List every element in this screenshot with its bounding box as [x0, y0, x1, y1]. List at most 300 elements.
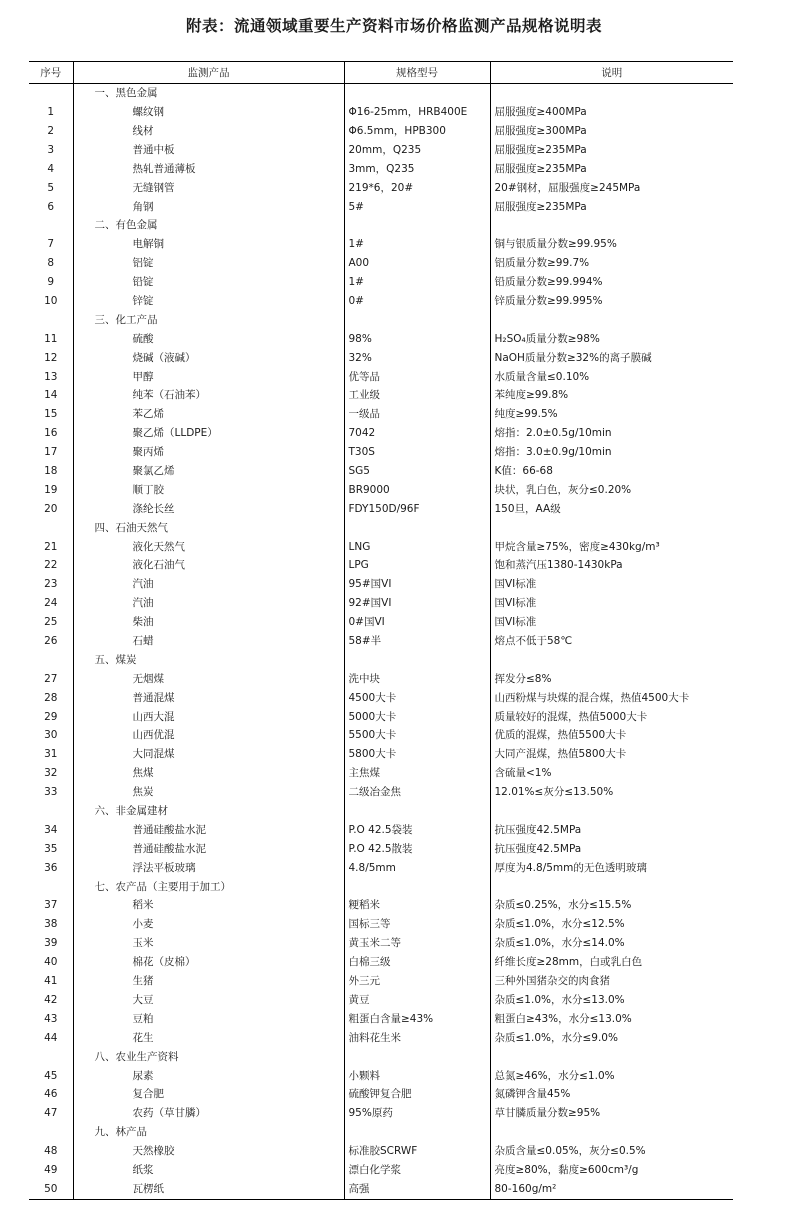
- description: 铅质量分数≥99.994%: [494, 276, 603, 289]
- spec-model: P.O 42.5散装: [344, 840, 490, 859]
- category-row: [29, 802, 733, 821]
- product-name: 大同混煤: [73, 745, 344, 764]
- spec-model: 粗蛋白含量≥43%: [344, 1010, 490, 1029]
- spec-model: Φ6.5mm，HPB300: [344, 122, 490, 141]
- spec-model: FDY150D/96F: [344, 500, 490, 519]
- table-row: [29, 367, 733, 386]
- page-title: 附表：流通领域重要生产资料市场价格监测产品规格说明表: [185, 16, 602, 35]
- description: 铜与银质量分数≥99.95%: [494, 238, 617, 251]
- spec-model: 外三元: [344, 972, 490, 991]
- table-row: [29, 481, 733, 500]
- row-index: 1: [29, 103, 73, 122]
- row-index: 20: [29, 500, 73, 519]
- category-row: [29, 877, 733, 896]
- table-row: [29, 537, 733, 556]
- category-index-cell: [29, 216, 73, 235]
- product-name: 无缝钢管: [73, 178, 344, 197]
- table-row: [29, 613, 733, 632]
- spec-model: 二级冶金焦: [344, 783, 490, 802]
- spec-model: LNG: [344, 537, 490, 556]
- table-header-row: [29, 62, 733, 84]
- table-row: [29, 1010, 733, 1029]
- description: 水质量含量≤0.10%: [494, 370, 590, 383]
- description: 纯度≥99.5%: [494, 408, 558, 421]
- spec-model: 5800大卡: [344, 745, 490, 764]
- row-index: 12: [29, 348, 73, 367]
- table-row: [29, 934, 733, 953]
- product-name: 聚氯乙烯: [73, 462, 344, 481]
- description: 屈服强度≥235MPa: [494, 162, 587, 175]
- description: 块状，乳白色，灰分≤0.20%: [494, 483, 632, 496]
- description: 粗蛋白≥43%，水分≤13.0%: [494, 1012, 632, 1025]
- product-name: 小麦: [73, 915, 344, 934]
- row-index: 32: [29, 764, 73, 783]
- header-spec: 规格型号: [344, 62, 490, 84]
- row-index: 10: [29, 292, 73, 311]
- row-index: 9: [29, 273, 73, 292]
- spec-model: 国标三等: [344, 915, 490, 934]
- product-name: 豆粕: [73, 1010, 344, 1029]
- description: 12.01%≤灰分≤13.50%: [494, 786, 614, 799]
- product-name: 螺纹钢: [73, 103, 344, 122]
- description: 杂质≤0.25%，水分≤15.5%: [494, 899, 632, 912]
- category-label: 六、非金属建材: [73, 802, 344, 821]
- description: 草甘膦质量分数≥95%: [494, 1107, 601, 1120]
- product-name: 棉花（皮棉）: [73, 953, 344, 972]
- description: 质量较好的混煤，热值5000大卡: [494, 710, 648, 723]
- spec-model: 0#国VI: [344, 613, 490, 632]
- spec-model: 黄玉米二等: [344, 934, 490, 953]
- description: 国VI标准: [494, 597, 537, 610]
- spec-model: 7042: [344, 424, 490, 443]
- spec-model: A00: [344, 254, 490, 273]
- category-spec-cell: [344, 84, 490, 103]
- row-index: 7: [29, 235, 73, 254]
- product-name: 电解铜: [73, 235, 344, 254]
- product-name: 稻米: [73, 896, 344, 915]
- row-index: 41: [29, 972, 73, 991]
- product-name: 农药（草甘膦）: [73, 1104, 344, 1123]
- spec-model: 主焦煤: [344, 764, 490, 783]
- category-index-cell: [29, 877, 73, 896]
- product-name: 液化石油气: [73, 556, 344, 575]
- description: 三种外国猪杂交的肉食猪: [494, 975, 610, 988]
- row-index: 3: [29, 141, 73, 160]
- spec-model: 高强: [344, 1180, 490, 1199]
- product-name: 浮法平板玻璃: [73, 859, 344, 878]
- row-index: 31: [29, 745, 73, 764]
- category-label: 七、农产品（主要用于加工）: [73, 877, 344, 896]
- table-row: [29, 103, 733, 122]
- product-name: 锌锭: [73, 292, 344, 311]
- table-row: [29, 594, 733, 613]
- product-name: 普通硅酸盐水泥: [73, 840, 344, 859]
- description: 屈服强度≥400MPa: [494, 106, 587, 119]
- product-name: 汽油: [73, 594, 344, 613]
- row-index: 37: [29, 896, 73, 915]
- table-row: [29, 972, 733, 991]
- row-index: 50: [29, 1180, 73, 1199]
- row-index: 44: [29, 1029, 73, 1048]
- product-name: 聚丙烯: [73, 443, 344, 462]
- category-row: [29, 216, 733, 235]
- table-row: [29, 122, 733, 141]
- category-desc-cell: [490, 216, 733, 235]
- product-name: 涤纶长丝: [73, 500, 344, 519]
- description: 熔指：2.0±0.5g/10min: [494, 427, 612, 440]
- description: 饱和蒸汽压1380-1430kPa: [494, 559, 623, 572]
- spec-model: 95#国VI: [344, 575, 490, 594]
- spec-model: 32%: [344, 348, 490, 367]
- spec-model: 1#: [344, 273, 490, 292]
- row-index: 16: [29, 424, 73, 443]
- product-name: 复合肥: [73, 1085, 344, 1104]
- spec-model: 5#: [344, 197, 490, 216]
- table-row: [29, 1142, 733, 1161]
- row-index: 48: [29, 1142, 73, 1161]
- row-index: 5: [29, 178, 73, 197]
- product-name: 焦炭: [73, 783, 344, 802]
- row-index: 40: [29, 953, 73, 972]
- description: 150旦，AA级: [494, 502, 561, 515]
- product-name: 甲醇: [73, 367, 344, 386]
- description: 挥发分≤8%: [494, 672, 552, 685]
- category-index-cell: [29, 802, 73, 821]
- row-index: 30: [29, 726, 73, 745]
- category-spec-cell: [344, 311, 490, 330]
- row-index: 13: [29, 367, 73, 386]
- product-name: 大豆: [73, 991, 344, 1010]
- product-name: 生猪: [73, 972, 344, 991]
- description: 抗压强度42.5MPa: [494, 823, 582, 836]
- row-index: 4: [29, 160, 73, 179]
- description: 屈服强度≥235MPa: [494, 200, 587, 213]
- row-index: 23: [29, 575, 73, 594]
- description: K值：66-68: [494, 465, 553, 477]
- spec-model: 219*6，20#: [344, 178, 490, 197]
- spec-model: 优等品: [344, 367, 490, 386]
- table-row: [29, 726, 733, 745]
- category-label: 二、有色金属: [73, 216, 344, 235]
- row-index: 27: [29, 670, 73, 689]
- spec-table: [29, 61, 733, 1200]
- table-row: [29, 1180, 733, 1199]
- category-row: [29, 651, 733, 670]
- product-name: 硫酸: [73, 330, 344, 349]
- description: 杂质含量≤0.05%，灰分≤0.5%: [494, 1145, 646, 1158]
- description: 抗压强度42.5MPa: [494, 842, 582, 855]
- table-row: [29, 745, 733, 764]
- row-index: 34: [29, 821, 73, 840]
- product-name: 顺丁胶: [73, 481, 344, 500]
- category-label: 三、化工产品: [73, 311, 344, 330]
- spec-model: LPG: [344, 556, 490, 575]
- table-row: [29, 160, 733, 179]
- table-row: [29, 424, 733, 443]
- category-index-cell: [29, 1123, 73, 1142]
- category-spec-cell: [344, 518, 490, 537]
- row-index: 47: [29, 1104, 73, 1123]
- product-name: 铅锭: [73, 273, 344, 292]
- table-row: [29, 462, 733, 481]
- category-spec-cell: [344, 1123, 490, 1142]
- product-name: 烧碱（液碱）: [73, 348, 344, 367]
- row-index: 26: [29, 632, 73, 651]
- spec-model: 92#国VI: [344, 594, 490, 613]
- table-row: [29, 141, 733, 160]
- table-row: [29, 405, 733, 424]
- product-name: 山西大混: [73, 707, 344, 726]
- spec-model: 95%原药: [344, 1104, 490, 1123]
- category-spec-cell: [344, 802, 490, 821]
- table-row: [29, 292, 733, 311]
- spec-model: 硫酸钾复合肥: [344, 1085, 490, 1104]
- product-name: 瓦楞纸: [73, 1180, 344, 1199]
- table-row: [29, 330, 733, 349]
- row-index: 46: [29, 1085, 73, 1104]
- row-index: 6: [29, 197, 73, 216]
- row-index: 39: [29, 934, 73, 953]
- spec-model: 油料花生米: [344, 1029, 490, 1048]
- spec-model: 3mm，Q235: [344, 160, 490, 179]
- description: 山西粉煤与块煤的混合煤，热值4500大卡: [494, 691, 690, 704]
- table-row: [29, 764, 733, 783]
- category-index-cell: [29, 518, 73, 537]
- spec-model: 4.8/5mm: [344, 859, 490, 878]
- description: 熔点不低于58℃: [494, 635, 573, 648]
- product-name: 纸浆: [73, 1161, 344, 1180]
- category-desc-cell: [490, 802, 733, 821]
- table-row: [29, 689, 733, 708]
- row-index: 21: [29, 537, 73, 556]
- category-label: 一、黑色金属: [73, 84, 344, 103]
- product-name: 天然橡胶: [73, 1142, 344, 1161]
- description: 含硫量<1%: [494, 767, 552, 780]
- table-row: [29, 254, 733, 273]
- product-name: 纯苯（石油苯）: [73, 386, 344, 405]
- description: 国VI标准: [494, 578, 537, 591]
- header-product: 监测产品: [73, 62, 344, 84]
- row-index: 11: [29, 330, 73, 349]
- description: 20#钢材，屈服强度≥245MPa: [494, 181, 641, 194]
- description: 纤维长度≥28mm，白或乳白色: [494, 956, 643, 969]
- product-name: 尿素: [73, 1066, 344, 1085]
- category-label: 四、石油天然气: [73, 518, 344, 537]
- spec-model: 洗中块: [344, 670, 490, 689]
- category-label: 九、林产品: [73, 1123, 344, 1142]
- description: 熔指：3.0±0.9g/10min: [494, 446, 612, 459]
- table-row: [29, 896, 733, 915]
- row-index: 14: [29, 386, 73, 405]
- spec-model: T30S: [344, 443, 490, 462]
- description: 80-160g/m²: [494, 1182, 557, 1195]
- table-row: [29, 670, 733, 689]
- spec-model: 漂白化学浆: [344, 1161, 490, 1180]
- description: 锌质量分数≥99.995%: [494, 294, 603, 307]
- product-name: 无烟煤: [73, 670, 344, 689]
- description: 屈服强度≥235MPa: [494, 143, 587, 156]
- spec-model: 工业级: [344, 386, 490, 405]
- product-name: 普通中板: [73, 141, 344, 160]
- category-desc-cell: [490, 84, 733, 103]
- spec-model: BR9000: [344, 481, 490, 500]
- description: 铝质量分数≥99.7%: [494, 257, 590, 270]
- description: 国VI标准: [494, 616, 537, 629]
- description: 杂质≤1.0%，水分≤12.5%: [494, 918, 625, 931]
- category-desc-cell: [490, 877, 733, 896]
- spec-model: 小颗料: [344, 1066, 490, 1085]
- row-index: 28: [29, 689, 73, 708]
- category-spec-cell: [344, 877, 490, 896]
- description: 厚度为4.8/5mm的无色透明玻璃: [494, 861, 647, 874]
- product-name: 焦煤: [73, 764, 344, 783]
- row-index: 33: [29, 783, 73, 802]
- category-index-cell: [29, 651, 73, 670]
- table-row: [29, 1085, 733, 1104]
- description: 氮磷钾含量45%: [494, 1088, 571, 1101]
- header-description: 说明: [601, 67, 623, 79]
- category-spec-cell: [344, 651, 490, 670]
- category-desc-cell: [490, 651, 733, 670]
- table-row: [29, 632, 733, 651]
- table-row: [29, 991, 733, 1010]
- table-row: [29, 1161, 733, 1180]
- category-row: [29, 84, 733, 103]
- category-desc-cell: [490, 1123, 733, 1142]
- spec-model: 标准胶SCRWF: [344, 1142, 490, 1161]
- product-name: 热轧普通薄板: [73, 160, 344, 179]
- product-name: 普通硅酸盐水泥: [73, 821, 344, 840]
- description: 杂质≤1.0%，水分≤9.0%: [494, 1031, 618, 1044]
- spec-model: Φ16-25mm，HRB400E: [344, 103, 490, 122]
- description: 大同产混煤，热值5800大卡: [494, 748, 627, 761]
- category-desc-cell: [490, 1047, 733, 1066]
- description: 总氮≥46%，水分≤1.0%: [494, 1069, 615, 1082]
- spec-model: 98%: [344, 330, 490, 349]
- row-index: 29: [29, 707, 73, 726]
- row-index: 18: [29, 462, 73, 481]
- product-name: 角钢: [73, 197, 344, 216]
- table-row: [29, 197, 733, 216]
- category-index-cell: [29, 311, 73, 330]
- spec-model: 5000大卡: [344, 707, 490, 726]
- table-row: [29, 386, 733, 405]
- row-index: 25: [29, 613, 73, 632]
- description: 亮度≥80%，黏度≥600cm³/g: [494, 1163, 639, 1176]
- row-index: 19: [29, 481, 73, 500]
- spec-model: 5500大卡: [344, 726, 490, 745]
- table-row: [29, 859, 733, 878]
- product-name: 线材: [73, 122, 344, 141]
- row-index: 36: [29, 859, 73, 878]
- header-index: 序号: [29, 62, 73, 84]
- row-index: 49: [29, 1161, 73, 1180]
- category-desc-cell: [490, 518, 733, 537]
- category-row: [29, 311, 733, 330]
- row-index: 22: [29, 556, 73, 575]
- spec-model: 黄豆: [344, 991, 490, 1010]
- spec-model: 58#半: [344, 632, 490, 651]
- category-spec-cell: [344, 1047, 490, 1066]
- row-index: 8: [29, 254, 73, 273]
- description: 优质的混煤，热值5500大卡: [494, 729, 627, 742]
- description: 杂质≤1.0%，水分≤14.0%: [494, 937, 625, 950]
- product-name: 普通混煤: [73, 689, 344, 708]
- description: 杂质≤1.0%，水分≤13.0%: [494, 993, 625, 1006]
- table-row: [29, 348, 733, 367]
- table-row: [29, 821, 733, 840]
- product-name: 玉米: [73, 934, 344, 953]
- spec-model: SG5: [344, 462, 490, 481]
- category-index-cell: [29, 1047, 73, 1066]
- category-row: [29, 518, 733, 537]
- table-row: [29, 273, 733, 292]
- category-row: [29, 1047, 733, 1066]
- row-index: 38: [29, 915, 73, 934]
- row-index: 35: [29, 840, 73, 859]
- product-name: 聚乙烯（LLDPE）: [73, 424, 344, 443]
- category-label: 五、煤炭: [73, 651, 344, 670]
- spec-model: 白棉三级: [344, 953, 490, 972]
- row-index: 42: [29, 991, 73, 1010]
- table-body: [29, 84, 733, 1200]
- spec-model: 一级品: [344, 405, 490, 424]
- table-row: [29, 707, 733, 726]
- product-name: 石蜡: [73, 632, 344, 651]
- row-index: 24: [29, 594, 73, 613]
- category-row: [29, 1123, 733, 1142]
- table-row: [29, 1104, 733, 1123]
- description: 甲烷含量≥75%，密度≥430kg/m³: [494, 540, 660, 553]
- spec-model: 4500大卡: [344, 689, 490, 708]
- row-index: 45: [29, 1066, 73, 1085]
- product-name: 山西优混: [73, 726, 344, 745]
- table-row: [29, 556, 733, 575]
- table-row: [29, 953, 733, 972]
- row-index: 43: [29, 1010, 73, 1029]
- description: 屈服强度≥300MPa: [494, 124, 587, 137]
- spec-model: P.O 42.5袋装: [344, 821, 490, 840]
- row-index: 2: [29, 122, 73, 141]
- row-index: 17: [29, 443, 73, 462]
- table-row: [29, 1029, 733, 1048]
- table-row: [29, 840, 733, 859]
- table-row: [29, 915, 733, 934]
- table-row: [29, 500, 733, 519]
- table-row: [29, 443, 733, 462]
- category-index-cell: [29, 84, 73, 103]
- spec-model: 0#: [344, 292, 490, 311]
- product-name: 汽油: [73, 575, 344, 594]
- category-label: 八、农业生产资料: [73, 1047, 344, 1066]
- product-name: 液化天然气: [73, 537, 344, 556]
- spec-model: 粳稻米: [344, 896, 490, 915]
- table-row: [29, 575, 733, 594]
- table-row: [29, 235, 733, 254]
- category-spec-cell: [344, 216, 490, 235]
- spec-model: 1#: [344, 235, 490, 254]
- row-index: 15: [29, 405, 73, 424]
- product-name: 苯乙烯: [73, 405, 344, 424]
- spec-model: 20mm，Q235: [344, 141, 490, 160]
- description: 苯纯度≥99.8%: [494, 389, 569, 402]
- product-name: 柴油: [73, 613, 344, 632]
- product-name: 花生: [73, 1029, 344, 1048]
- description: H₂SO₄质量分数≥98%: [494, 332, 600, 345]
- category-desc-cell: [490, 311, 733, 330]
- table-row: [29, 178, 733, 197]
- table-row: [29, 783, 733, 802]
